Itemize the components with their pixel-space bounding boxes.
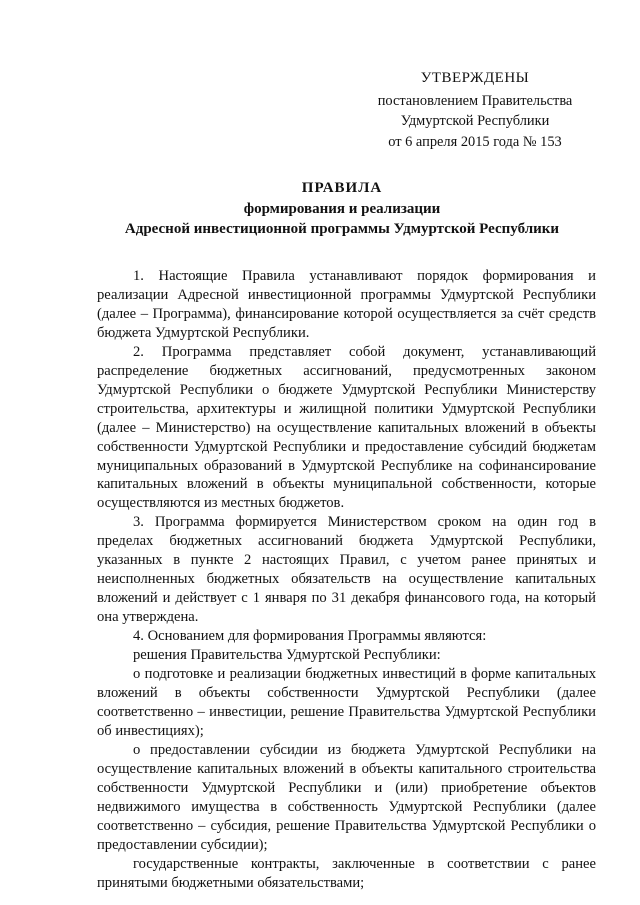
approval-stamp [360, 68, 590, 152]
title-line: формирования и реализации [243, 200, 441, 217]
approval-heading: УТВЕРЖДЕНЫ [420, 70, 530, 86]
title-line: ПРАВИЛА [301, 180, 383, 196]
paragraph: 2. Программа представляет собой документ, устанавливающий распределение бюджетных ассигнований, предусмотренных законом Удмуртской Республики о бюджете Удмуртской Республики Министерству строительства, архитектуры и жилищной политики Удмуртской Республики (далее – Министерство) на осуществление капитальных вложений в объекты собственности Удмуртской Республики и предоставление субсидий бюджетам муниципальных образований в Удмуртской Республике на софинансирование капитальных вложений в объекты муниципальной собственности, которые осуществляются из местных бюджетов. [97, 343, 596, 512]
document-title [0, 178, 640, 240]
title-line: Адресной инвестиционной программы Удмуртской Республики [124, 221, 560, 237]
paragraph: о подготовке и реализации бюджетных инвестиций в форме капитальных вложений в объекты собственности Удмуртской Республики (далее соответственно – инвестиции, решение Правительства Удмуртской Республики об инвестициях); [97, 666, 596, 739]
paragraph: 3. Программа формируется Министерством сроком на один год в пределах бюджетных ассигнований бюджета Удмуртской Республики, указанных в пункте 2 настоящих Правил, с учетом ранее принятых и неисполненных бюджетных обязательств на осуществление капитальных вложений и действует с 1 января по 31 декабря финансового года, на который она утверждена. [97, 514, 596, 626]
approval-line: Удмуртской Республики [400, 113, 550, 129]
document-body [97, 267, 596, 892]
approval-line: постановлением Правительства [377, 92, 573, 109]
paragraph: 1. Настоящие Правила устанавливают порядок формирования и реализации Адресной инвестиционной программы Удмуртской Республики (далее – Программа), финансирование которой осуществляется за счёт средств бюджета Удмуртской Республики. [97, 268, 596, 341]
paragraph: решения Правительства Удмуртской Республики: [133, 647, 441, 664]
approval-line: от 6 апреля 2015 года № 153 [388, 133, 562, 150]
paragraph: о предоставлении субсидии из бюджета Удмуртской Республики на осуществление капитальных вложений в объекты капитального строительства собственности Удмуртской Республики и (или) приобретение объектов недвижимого имущества в собственность Удмуртской Республики (далее соответственно – субсидия, решение Правительства Удмуртской Республики о предоставлении субсидии); [97, 741, 596, 853]
paragraph: государственные контракты, заключенные в соответствии с ранее принятыми бюджетными обязательствами; [97, 855, 596, 891]
paragraph: 4. Основанием для формирования Программы являются: [133, 628, 487, 645]
